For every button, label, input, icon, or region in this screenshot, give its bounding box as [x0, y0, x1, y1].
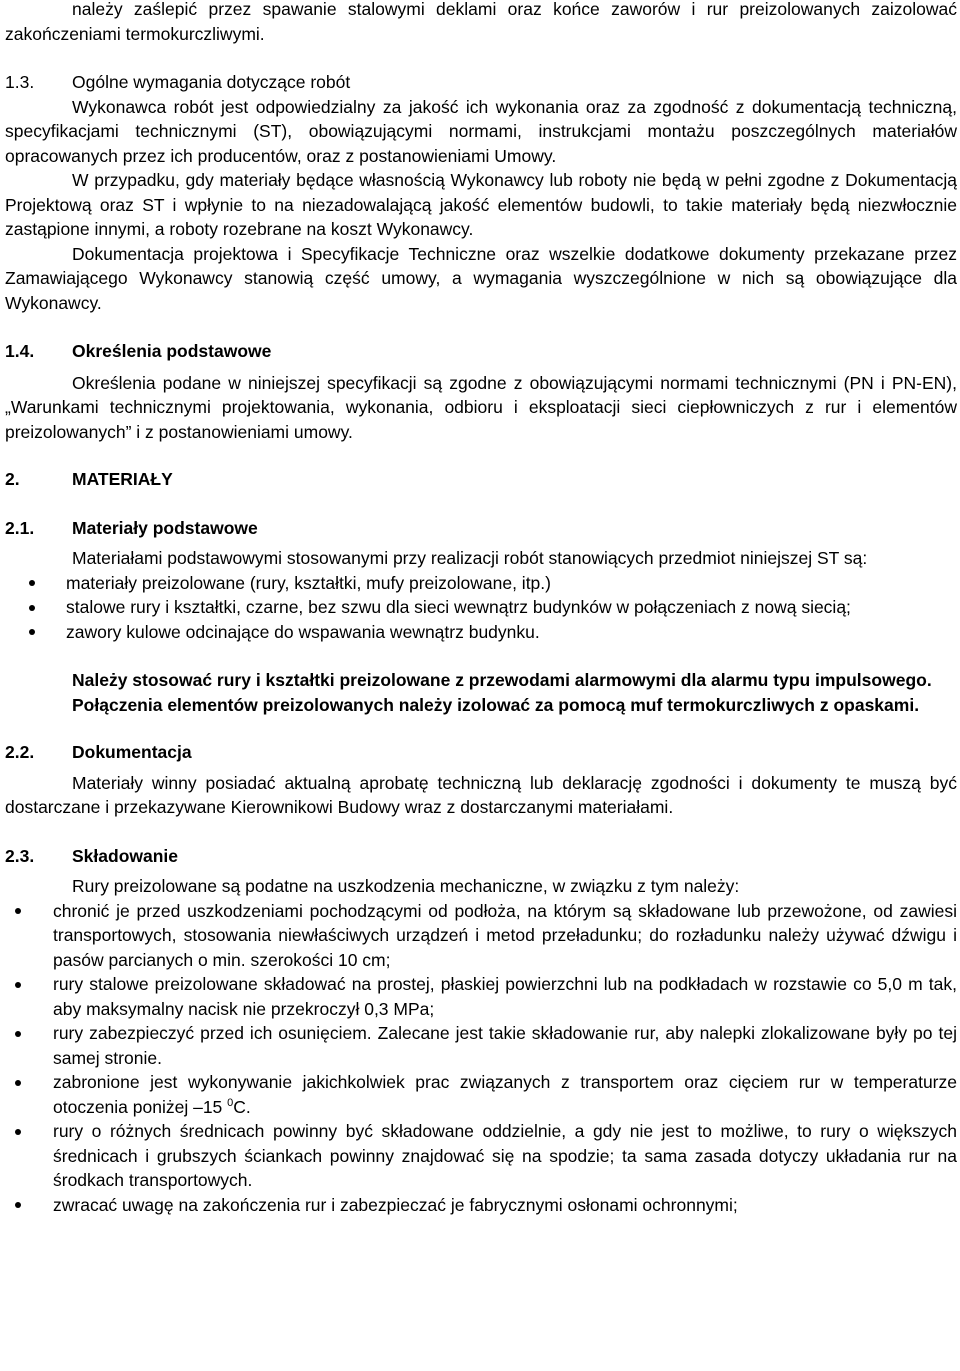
heading-title: Ogólne wymagania dotyczące robót [72, 72, 351, 92]
heading-number: 2.1. [5, 517, 35, 538]
heading-title: Składowanie [72, 845, 179, 866]
list-item: rury o różnych średnicach powinny być składowane oddzielnie, a gdy nie jest to możliwe, to rury o większych średnicach i grubszych ściankach powinny znajdować się na spodzie; ta sama zasada dotyczy układania rur na środkach transportowych. [5, 1119, 957, 1193]
heading-1-3 [5, 70, 957, 95]
paragraph: Materiałami podstawowymi stosowanymi przy realizacji robót stanowiących przedmiot niniejszej ST są: [72, 548, 868, 568]
paragraph: Materiały winny posiadać aktualną aprobatę techniczną lub deklarację zgodności i dokumenty te muszą być dostarczane i przekazywane Kierownikowi Budowy wraz z dostarczanymi materiałami. [5, 772, 957, 817]
heading-number: 1.4. [5, 341, 35, 361]
heading-title: Dokumentacja [72, 742, 192, 762]
list-item: chronić je przed uszkodzeniami pochodzącymi od podłoża, na którym są składowane lub przewożone, od zawiesi transportowych, stosowania niewłaściwych urządzeń i metod przeładunku; do rozładunku należy używać dźwigu i pasów parcianych o min. szerokości 10 cm; [5, 899, 957, 973]
list-item: rury zabezpieczyć przed ich osunięciem. Zalecane jest takie składowanie rur, aby nalepki zlokalizowane były po tej samej stronie. [5, 1021, 957, 1070]
heading-1-4 [5, 339, 957, 364]
item-text: zabronione jest wykonywanie jakichkolwiek prac związanych z transportem oraz cięciem rur w temperaturze otoczenia poniżej –15 [53, 1072, 957, 1117]
degree-superscript: 0 [227, 1096, 234, 1109]
paragraph: Dokumentacja projektowa i Specyfikacje Techniczne oraz wszelkie dodatkowe dokumenty przekazane przez Zamawiającego Wykonawcy stanowią część umowy, a wymagania wyszczególnione w nich są obowiązujące dla Wykonawcy. [5, 243, 957, 313]
heading-2-1 [5, 516, 957, 541]
document-page [5, 0, 957, 1217]
list-item: rury stalowe preizolowane składować na prostej, płaskiej powierzchni lub na podkładach w rozstawie co 5,0 m tak, aby maksymalny nacisk nie przekroczył 0,3 MPa; [5, 972, 957, 1021]
list-item: materiały preizolowane (rury, kształtki, mufy preizolowane, itp.) [5, 571, 957, 596]
storage-list [5, 899, 957, 1218]
item-text: C. [233, 1096, 251, 1117]
bold-note: Połączenia elementów preizolowanych należy izolować za pomocą muf termokurczliwych z opaskami. [72, 694, 920, 715]
heading-number: 2.3. [5, 845, 35, 866]
list-item: stalowe rury i kształtki, czarne, bez szwu dla sieci wewnątrz budynków w połączeniach z nową siecią; [5, 595, 957, 620]
heading-number: 2. [5, 469, 20, 489]
paragraph: Określenia podane w niniejszej specyfikacji są zgodne z obowiązującymi normami technicznymi (PN i PN-EN), „Warunkami technicznymi projektowania, wykonania, odbioru i eksploatacji sieci ciepłowniczych z rur i elementów preizolowanych” i z postanowieniami umowy. [5, 372, 957, 442]
heading-title: MATERIAŁY [72, 469, 173, 489]
heading-number: 1.3. [5, 72, 35, 92]
heading-number: 2.2. [5, 742, 35, 762]
heading-2 [5, 467, 957, 492]
materials-list [5, 571, 957, 645]
intro-paragraph: należy zaślepić przez spawanie stalowymi deklami oraz końce zaworów i rur preizolowanych zaizolować zakończeniami termokurczliwymi. [5, 0, 957, 44]
list-item: zwracać uwagę na zakończenia rur i zabezpieczać je fabrycznymi osłonami ochronnymi; [5, 1193, 957, 1218]
paragraph: Wykonawca robót jest odpowiedzialny za jakość ich wykonania oraz za zgodność z dokumentacją techniczną, specyfikacjami technicznymi (ST), obowiązującymi normami, instrukcjami montażu poszczególnych materiałów opracowanych przez ich producentów, oraz z postanowieniami Umowy. [5, 96, 957, 166]
list-item [5, 1070, 957, 1119]
heading-2-3 [5, 844, 957, 869]
heading-2-2 [5, 740, 957, 765]
paragraph: W przypadku, gdy materiały będące własnością Wykonawcy lub roboty nie będą w pełni zgodne z Dokumentacją Projektową oraz ST i wpłynie to na niezadowalającą jakość elementów budowli, to takie materiały będą niezwłocznie zastąpione innymi, a roboty rozebrane na koszt Wykonawcy. [5, 170, 957, 239]
heading-title: Określenia podstawowe [72, 341, 272, 361]
paragraph: Rury preizolowane są podatne na uszkodzenia mechaniczne, w związku z tym należy: [72, 876, 740, 896]
bold-note: Należy stosować rury i kształtki preizolowane z przewodami alarmowymi dla alarmu typu impulsowego. [72, 670, 932, 690]
heading-title: Materiały podstawowe [72, 517, 258, 538]
list-item: zawory kulowe odcinające do wspawania wewnątrz budynku. [5, 620, 957, 645]
